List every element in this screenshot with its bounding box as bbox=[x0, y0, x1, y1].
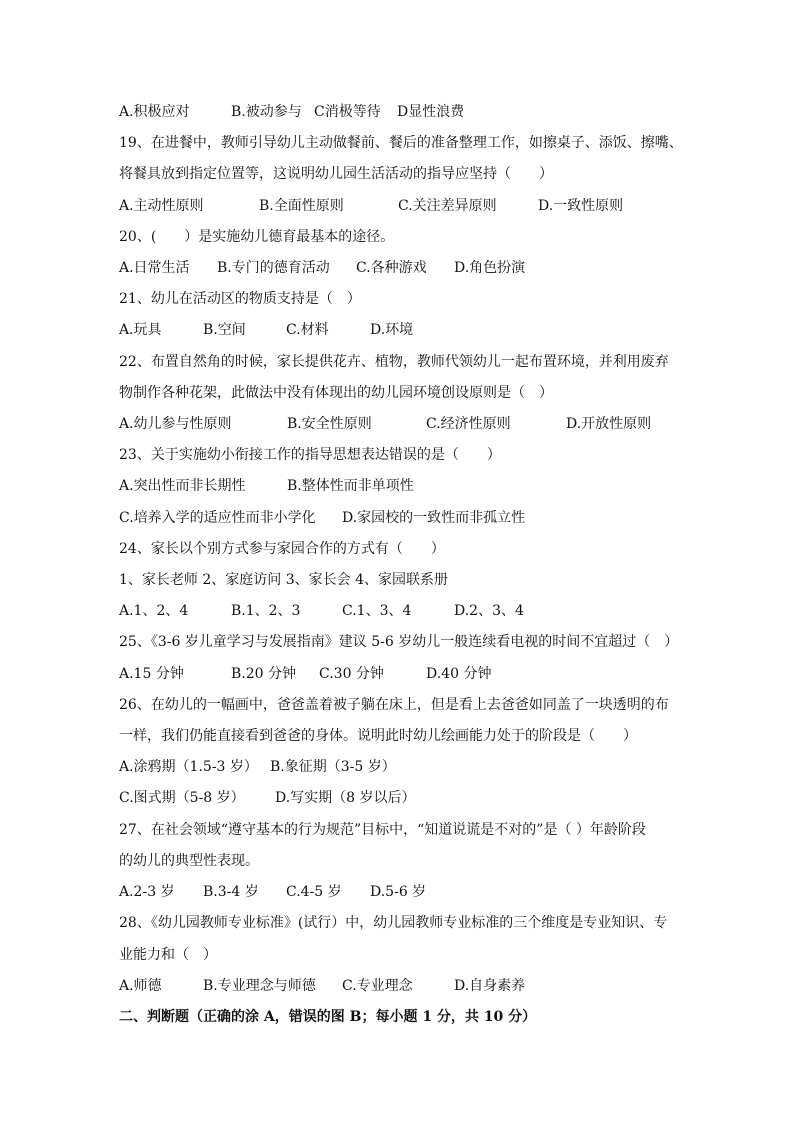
option-c: C.4-5 岁 bbox=[286, 884, 342, 900]
option-d: D.角色扮演 bbox=[454, 260, 526, 276]
option-b: B.被动参与 bbox=[231, 104, 302, 120]
q23-text: 23、关于实施幼小衔接工作的指导思想表达错误的是（ ） bbox=[119, 447, 501, 463]
q24-items: 1、家长老师 2、家庭访问 3、家长会 4、家园联系册 bbox=[119, 572, 448, 588]
q23-options-1 bbox=[119, 476, 414, 496]
q19-text-1: 19、在进餐中，教师引导幼儿主动做餐前、餐后的准备整理工作，如擦桌子、添饭、擦嘴、 bbox=[119, 135, 683, 151]
option-a: A.涂鸦期（1.5-3 岁） bbox=[119, 759, 258, 775]
option-b: B.专门的德育活动 bbox=[217, 260, 330, 276]
q26-options-2 bbox=[119, 788, 416, 808]
q19-options bbox=[119, 196, 624, 216]
q28-text-2: 业能力和（ ） bbox=[119, 947, 217, 963]
q27-options bbox=[119, 882, 427, 902]
option-c: C.图式期（5-8 岁） bbox=[119, 790, 245, 806]
option-d: D.2、3、4 bbox=[454, 603, 524, 619]
q26-text-1: 26、在幼儿的一幅画中，爸爸盖着被子躺在床上，但是看上去爸爸如同盖了一块透明的布 bbox=[119, 697, 669, 713]
option-a: A.主动性原则 bbox=[119, 198, 204, 214]
q28-text-1: 28、《幼儿园教师专业标准》(试行）中，幼儿园教师专业标准的三个维度是专业知识、专 bbox=[119, 915, 668, 931]
q28-options bbox=[119, 976, 526, 996]
option-d: D.自身素养 bbox=[454, 978, 526, 994]
q24-options bbox=[119, 601, 524, 621]
option-b: B.象征期（3-5 岁） bbox=[270, 759, 396, 775]
option-b: B.1、2、3 bbox=[231, 603, 301, 619]
option-c: C.关注差异原则 bbox=[398, 198, 497, 214]
q25-options bbox=[119, 664, 492, 684]
option-a: A.2-3 岁 bbox=[119, 884, 175, 900]
option-d: D.一致性原则 bbox=[538, 198, 624, 214]
q24-text: 24、家长以个别方式参与家园合作的方式有（ ） bbox=[119, 541, 445, 557]
option-b: B.安全性原则 bbox=[287, 416, 372, 432]
option-d: D.开放性原则 bbox=[566, 416, 652, 432]
q27-text-1: 27、在社会领域“遵守基本的行为规范”目标中，“知道说谎是不对的”是（ ）年龄阶段 bbox=[119, 822, 646, 838]
option-b: B.空间 bbox=[203, 322, 246, 338]
option-a: A.师德 bbox=[119, 978, 162, 994]
option-b: B.3-4 岁 bbox=[203, 884, 259, 900]
option-c: C.1、3、4 bbox=[342, 603, 412, 619]
option-a: A.1、2、4 bbox=[119, 603, 189, 619]
q19-text-2: 将餐具放到指定位置等，这说明幼儿园生活活动的指导应坚持（ ） bbox=[119, 166, 553, 182]
q20-text: 20、( ）是实施幼儿德育最基本的途径。 bbox=[119, 229, 395, 245]
option-b: B.专业理念与师德 bbox=[203, 978, 316, 994]
option-c: C.30 分钟 bbox=[319, 666, 384, 682]
option-b: B.20 分钟 bbox=[231, 666, 297, 682]
option-d: D.40 分钟 bbox=[426, 666, 492, 682]
option-c: C.各种游戏 bbox=[356, 260, 427, 276]
q21-options bbox=[119, 320, 414, 340]
option-c: C消极等待 bbox=[314, 104, 381, 120]
section-heading-judgement: 二、判断题（正确的涂 A，错误的图 B；每小题 1 分，共 10 分） bbox=[119, 1009, 537, 1025]
q22-options bbox=[119, 414, 652, 434]
q23-options-2 bbox=[119, 508, 526, 528]
q22-text-1: 22、布置自然角的时候，家长提供花卉、植物，教师代领幼儿一起布置环境，并利用废弃 bbox=[119, 354, 669, 370]
option-d: D.5-6 岁 bbox=[370, 884, 427, 900]
q27-text-2: 的幼儿的典型性表现。 bbox=[119, 853, 259, 869]
option-c: C.培养入学的适应性而非小学化 bbox=[119, 510, 316, 526]
q21-text: 21、幼儿在活动区的物质支持是（ ） bbox=[119, 291, 361, 307]
option-b: B.整体性而非单项性 bbox=[287, 478, 414, 494]
option-d: D.环境 bbox=[370, 322, 414, 338]
q20-options bbox=[119, 258, 526, 278]
option-d: D显性浪费 bbox=[397, 104, 465, 120]
option-c: C.专业理念 bbox=[342, 978, 413, 994]
q26-options-1 bbox=[119, 757, 396, 777]
option-d: D.家园校的一致性而非孤立性 bbox=[342, 510, 526, 526]
option-a: A.积极应对 bbox=[119, 104, 190, 120]
option-a: A.玩具 bbox=[119, 322, 162, 338]
option-c: C.材料 bbox=[286, 322, 329, 338]
option-a: A.幼儿参与性原则 bbox=[119, 416, 232, 432]
option-b: B.全面性原则 bbox=[259, 198, 344, 214]
q22-text-2: 物制作各种花架，此做法中没有体现出的幼儿园环境创设原则是（ ） bbox=[119, 385, 553, 401]
option-d: D.写实期（8 岁以后） bbox=[275, 790, 416, 806]
q18-options bbox=[119, 102, 465, 122]
q25-text: 25、《3-6 岁儿童学习与发展指南》建议 5-6 岁幼儿一般连续看电视的时间不宜超过（ ） bbox=[119, 634, 679, 650]
option-a: A.15 分钟 bbox=[119, 666, 184, 682]
option-c: C.经济性原则 bbox=[426, 416, 511, 432]
q26-text-2: 一样，我们仍能直接看到爸爸的身体。说明此时幼儿绘画能力处于的阶段是（ ） bbox=[119, 728, 637, 744]
option-a: A.日常生活 bbox=[119, 260, 190, 276]
option-a: A.突出性而非长期性 bbox=[119, 478, 246, 494]
